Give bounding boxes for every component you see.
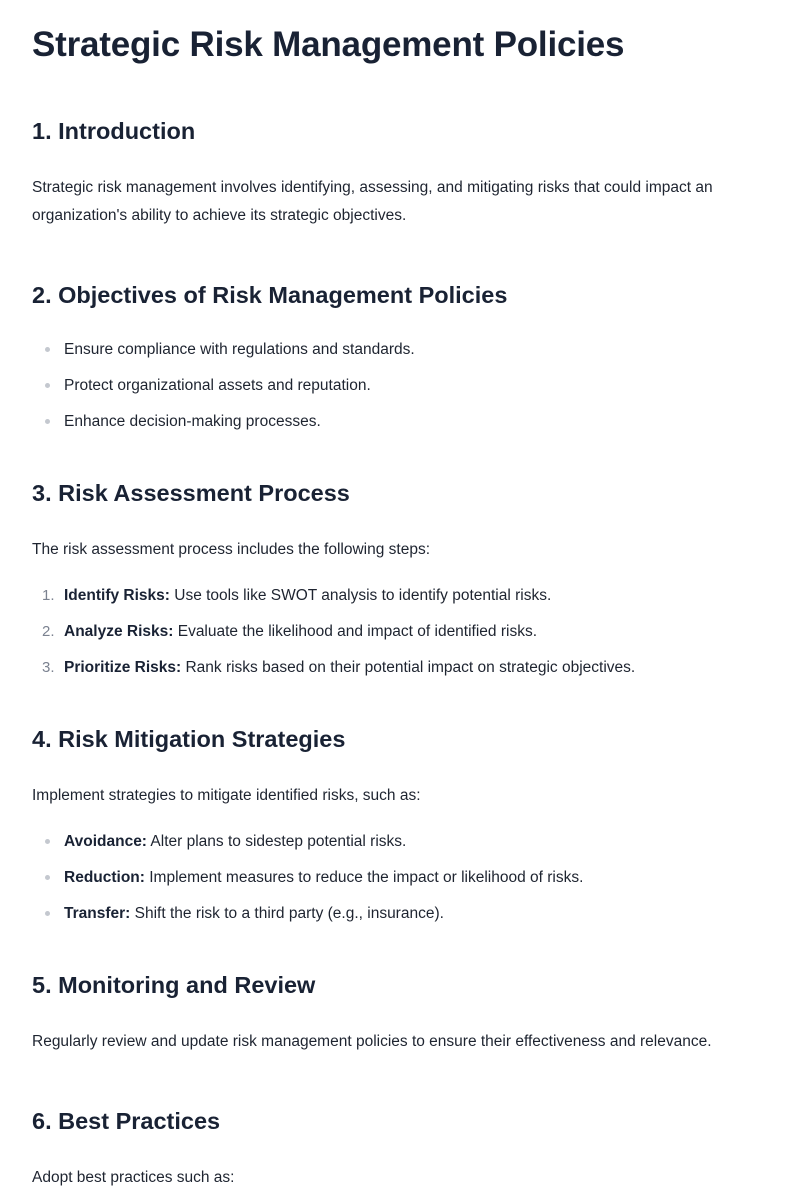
section-introduction xyxy=(32,116,768,230)
section-heading: 3. Risk Assessment Process xyxy=(32,480,350,506)
assessment-steps-list xyxy=(32,584,768,680)
list-item xyxy=(32,902,768,926)
list-item-term: Avoidance: xyxy=(64,833,147,850)
list-item-term: Reduction: xyxy=(64,869,145,886)
bullet-icon xyxy=(45,839,50,844)
list-number: 2. xyxy=(42,623,55,640)
list-item xyxy=(32,410,768,434)
section-heading: 6. Best Practices xyxy=(32,1108,221,1134)
section-mitigation xyxy=(32,724,768,926)
list-item-text: Rank risks based on their potential impact on strategic objectives. xyxy=(181,659,636,676)
list-item xyxy=(32,620,768,644)
bullet-icon xyxy=(45,383,50,388)
objectives-list xyxy=(32,338,768,434)
list-item-text: Alter plans to sidestep potential risks. xyxy=(146,833,407,850)
section-heading: 1. Introduction xyxy=(32,118,196,144)
section-best-practices xyxy=(32,1106,768,1192)
bullet-icon xyxy=(45,347,50,352)
list-number: 1. xyxy=(42,587,55,604)
section-objectives xyxy=(32,280,768,434)
list-item xyxy=(32,656,768,680)
list-item xyxy=(32,584,768,608)
list-item-text: Use tools like SWOT analysis to identify potential risks. xyxy=(169,587,552,604)
section-heading: 4. Risk Mitigation Strategies xyxy=(32,726,346,752)
list-item-term: Transfer: xyxy=(64,905,131,922)
list-item xyxy=(32,830,768,854)
list-item-text: Ensure compliance with regulations and standards. xyxy=(64,341,415,358)
mitigation-list xyxy=(32,830,768,926)
list-item xyxy=(32,374,768,398)
list-item-term: Prioritize Risks: xyxy=(64,659,182,676)
list-item xyxy=(32,338,768,362)
section-heading: 5. Monitoring and Review xyxy=(32,972,316,998)
section-paragraph: Strategic risk management involves identifying, assessing, and mitigating risks that could impact an organization's ability to achieve its strategic objectives. xyxy=(32,179,713,224)
list-item-text: Protect organizational assets and reputation. xyxy=(64,377,371,394)
section-paragraph: Adopt best practices such as: xyxy=(32,1169,235,1186)
section-paragraph: Regularly review and update risk management policies to ensure their effectiveness and relevance. xyxy=(32,1033,712,1050)
list-item-text: Implement measures to reduce the impact or likelihood of risks. xyxy=(144,869,584,886)
list-item-text: Enhance decision-making processes. xyxy=(64,413,321,430)
list-number: 3. xyxy=(42,659,55,676)
bullet-icon xyxy=(45,911,50,916)
page-title: Strategic Risk Management Policies xyxy=(32,25,625,64)
section-paragraph: The risk assessment process includes the following steps: xyxy=(32,541,431,558)
list-item-text: Shift the risk to a third party (e.g., insurance). xyxy=(130,905,444,922)
list-item-text: Evaluate the likelihood and impact of identified risks. xyxy=(173,623,538,640)
bullet-icon xyxy=(45,419,50,424)
list-item xyxy=(32,866,768,890)
list-item-term: Identify Risks: xyxy=(64,587,170,604)
section-monitoring xyxy=(32,970,768,1056)
bullet-icon xyxy=(45,875,50,880)
list-item-term: Analyze Risks: xyxy=(64,623,174,640)
section-risk-assessment xyxy=(32,478,768,680)
section-heading: 2. Objectives of Risk Management Policies xyxy=(32,282,508,308)
section-paragraph: Implement strategies to mitigate identified risks, such as: xyxy=(32,787,421,804)
